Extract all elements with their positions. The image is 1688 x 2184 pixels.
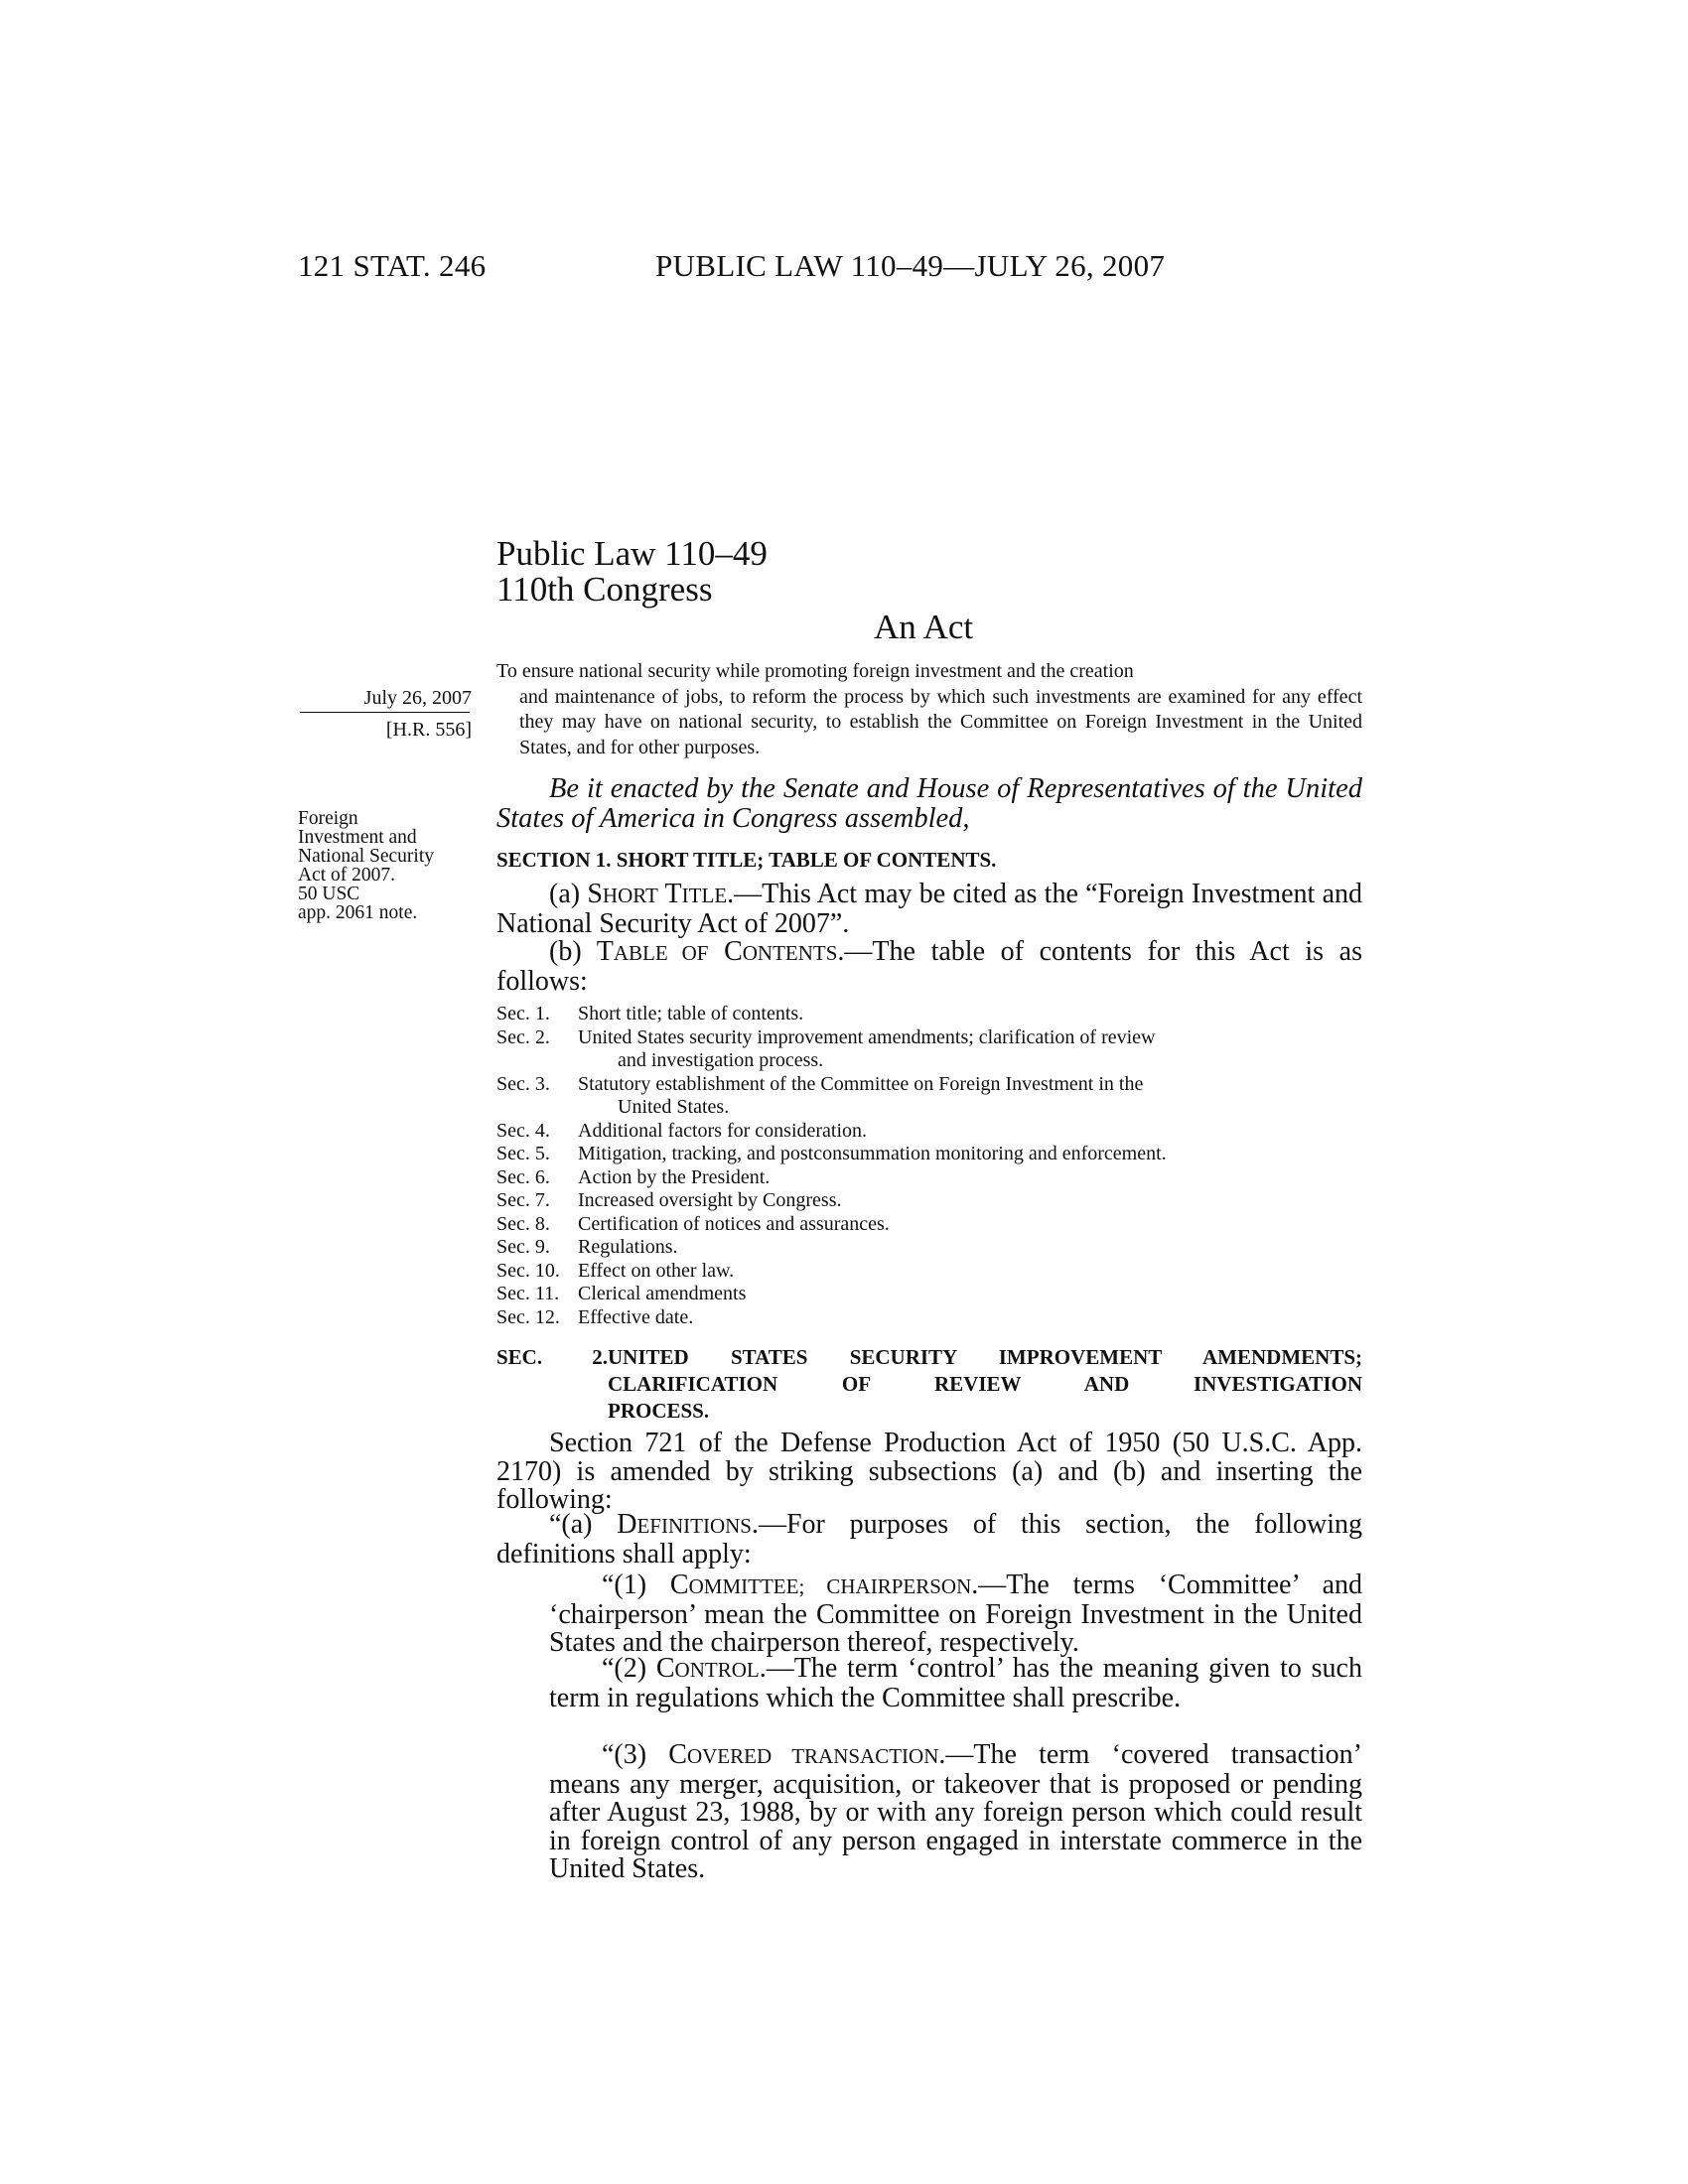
toc-section-title: Increased oversight by Congress. bbox=[578, 1189, 842, 1211]
purpose-first-line: To ensure national security while promoting foreign investment and the creation bbox=[496, 660, 1134, 682]
section-2-intro: Section 721 of the Defense Production Act of 1950 (50 U.S.C. App. 2170) is amended by striking subsections (a) and (b) and inserting the following: bbox=[496, 1428, 1362, 1515]
definition-label-sc: OMMITTEE; CHAIRPERSON bbox=[688, 1574, 972, 1598]
toc-entry bbox=[496, 1003, 1362, 1026]
short-title-label: (a) S bbox=[549, 879, 603, 909]
toc-section-title: United States security improvement amendments; clarification of review bbox=[578, 1025, 1156, 1048]
definition-text: .—The term ‘control’ has the meaning given to such term in regulations which the Committee shall prescribe. bbox=[549, 1653, 1362, 1713]
toc-section-title: Additional factors for consideration. bbox=[578, 1119, 868, 1142]
toc-section-number: Sec. 2. bbox=[496, 1025, 550, 1048]
short-title-label-sc: ITLE bbox=[681, 884, 728, 907]
toc-section-number: Sec. 4. bbox=[496, 1119, 550, 1142]
section-2-label: SEC. 2. bbox=[496, 1345, 608, 1369]
toc-section-number: Sec. 12. bbox=[496, 1305, 560, 1328]
margin-note bbox=[298, 809, 472, 922]
running-title: PUBLIC LAW 110–49—JULY 26, 2007 bbox=[655, 248, 1166, 283]
table-of-contents-paragraph bbox=[496, 938, 1362, 996]
toc-section-number: Sec. 7. bbox=[496, 1189, 550, 1211]
toc-section-title: Certification of notices and assurances. bbox=[578, 1212, 890, 1235]
purpose-clause bbox=[496, 659, 1362, 760]
toc-entry bbox=[496, 1236, 1362, 1260]
toc-section-number: Sec. 1. bbox=[496, 1003, 550, 1024]
definition-label: “(3) C bbox=[602, 1739, 687, 1770]
margin-date: July 26, 2007 bbox=[363, 687, 472, 709]
definitions-paragraph bbox=[496, 1511, 1362, 1569]
section-1-heading: SECTION 1. SHORT TITLE; TABLE OF CONTENTS. bbox=[496, 848, 997, 872]
definition-label: “(2) C bbox=[602, 1653, 675, 1684]
toc-section-title: Effect on other law. bbox=[578, 1259, 735, 1282]
toc-label-sc: ABLE OF bbox=[613, 941, 709, 965]
margin-divider bbox=[300, 712, 470, 713]
toc-label: C bbox=[708, 936, 743, 967]
definitions-label: “(a) D bbox=[549, 1509, 637, 1540]
margin-note-line: National Security bbox=[298, 846, 435, 867]
toc-entry bbox=[496, 1189, 1362, 1213]
short-title-label: T bbox=[657, 879, 682, 909]
definition-label-sc: ONTROL bbox=[674, 1658, 760, 1682]
stat-page-reference: 121 STAT. 246 bbox=[298, 248, 487, 283]
purpose-continuation: and maintenance of jobs, to reform the process by which such investments are examined for any effect they may have on national security, to establish the Committee on Foreign Investment in the United States, and for other purposes. bbox=[519, 685, 1362, 758]
definition-text: .—The terms ‘Committee’ and ‘chairperson’ mean the Committee on Foreign Investment in the United States and the chairperson thereof, respectively. bbox=[549, 1570, 1362, 1658]
toc-section-title: Regulations. bbox=[578, 1236, 678, 1258]
toc-section-number: Sec. 3. bbox=[496, 1072, 550, 1095]
congress-number: 110th Congress bbox=[496, 570, 713, 609]
toc-entry bbox=[496, 1073, 1362, 1120]
definitions-label-sc: EFINITIONS bbox=[636, 1514, 752, 1538]
section-2-heading-line: UNITED STATES SECURITY IMPROVEMENT AMENDMENTS; bbox=[608, 1345, 1362, 1369]
enacting-clause: Be it enacted by the Senate and House of Representatives of the United States of America in Congress assembled, bbox=[496, 773, 1362, 834]
definitions-text: .—For purposes of this section, the following definitions shall apply: bbox=[496, 1509, 1362, 1570]
section-2-heading-line: PROCESS. bbox=[608, 1399, 710, 1423]
toc-section-number: Sec. 6. bbox=[496, 1165, 550, 1188]
toc-entry bbox=[496, 1306, 1362, 1330]
toc-section-number: Sec. 5. bbox=[496, 1143, 550, 1164]
act-heading: An Act bbox=[874, 608, 974, 646]
toc-label: (b) T bbox=[549, 936, 614, 967]
toc-section-title-continued: United States. bbox=[618, 1096, 730, 1118]
toc-section-number: Sec. 9. bbox=[496, 1236, 550, 1258]
table-of-contents bbox=[496, 1003, 1362, 1329]
toc-entry bbox=[496, 1260, 1362, 1284]
section-2-heading bbox=[496, 1344, 1362, 1425]
toc-entry bbox=[496, 1120, 1362, 1144]
margin-note-line: Investment and bbox=[298, 827, 417, 848]
definition-covered-transaction bbox=[496, 1741, 1362, 1884]
toc-section-title: Action by the President. bbox=[578, 1165, 771, 1188]
margin-note-line: 50 USC bbox=[298, 884, 360, 904]
toc-entry bbox=[496, 1283, 1362, 1306]
margin-bill-number: [H.R. 556] bbox=[385, 719, 472, 741]
toc-section-title: Clerical amendments bbox=[578, 1283, 747, 1304]
definition-label: “(1) C bbox=[602, 1570, 689, 1600]
definition-text: .—The term ‘covered transaction’ means any merger, acquisition, or takeover that is proposed or pending after August 23, 1988, by or with any foreign person which could result in foreign control of any person engaged in interstate commerce in the United States. bbox=[549, 1739, 1362, 1884]
definition-label-sc: OVERED TRANSACTION bbox=[686, 1744, 939, 1768]
toc-intro-text: .—The table of contents for this Act is as follows: bbox=[496, 936, 1362, 997]
toc-section-title: Statutory establishment of the Committee on Foreign Investment in the bbox=[578, 1072, 1144, 1095]
definition-committee bbox=[496, 1571, 1362, 1658]
toc-label-sc: ONTENTS bbox=[742, 941, 838, 965]
short-title-text: .—This Act may be cited as the “Foreign Investment and National Security Act of 2007”. bbox=[496, 879, 1362, 939]
toc-section-title: Mitigation, tracking, and postconsummation monitoring and enforcement. bbox=[578, 1143, 1167, 1164]
margin-note-line: Foreign bbox=[298, 808, 358, 829]
toc-section-title: Effective date. bbox=[578, 1305, 694, 1328]
toc-section-number: Sec. 10. bbox=[496, 1259, 560, 1282]
section-2-heading-line: CLARIFICATION OF REVIEW AND INVESTIGATION bbox=[608, 1372, 1362, 1396]
toc-entry bbox=[496, 1026, 1362, 1073]
toc-entry bbox=[496, 1143, 1362, 1166]
short-title-paragraph bbox=[496, 881, 1362, 938]
short-title-label-sc: HORT bbox=[602, 884, 658, 907]
margin-note-line: app. 2061 note. bbox=[298, 902, 418, 923]
definition-control bbox=[496, 1655, 1362, 1712]
toc-entry bbox=[496, 1213, 1362, 1237]
margin-note-line: Act of 2007. bbox=[298, 865, 396, 886]
law-number: Public Law 110–49 bbox=[496, 534, 768, 573]
toc-section-title-continued: and investigation process. bbox=[618, 1049, 824, 1071]
toc-entry bbox=[496, 1166, 1362, 1190]
toc-section-number: Sec. 11. bbox=[496, 1283, 560, 1304]
toc-section-title: Short title; table of contents. bbox=[578, 1003, 804, 1024]
toc-section-number: Sec. 8. bbox=[496, 1212, 550, 1235]
